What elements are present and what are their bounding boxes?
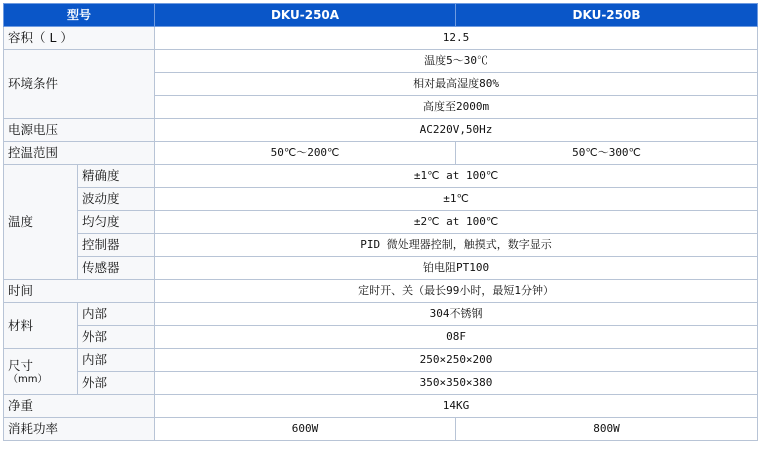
fluctuation-label: 波动度: [78, 188, 155, 211]
controller-value: PID 微处理器控制，触摸式，数字显示: [155, 234, 758, 257]
accuracy-value: ±1℃ at 100℃: [155, 165, 758, 188]
model-a-header: DKU-250A: [155, 4, 456, 27]
size-label: 尺寸: [8, 357, 34, 373]
sensor-value: 铂电阻PT100: [155, 257, 758, 280]
size-unit: （mm）: [8, 373, 48, 385]
size-outer-label: 外部: [78, 372, 155, 395]
environment-row: [4, 50, 758, 73]
power-row: [4, 119, 758, 142]
environment-humidity: 相对最高湿度80%: [155, 73, 758, 96]
material-label: 材料: [4, 303, 78, 349]
time-row: [4, 280, 758, 303]
temperature-row: [4, 188, 758, 211]
material-outer-label: 外部: [78, 326, 155, 349]
size-outer-value: 350×350×380: [155, 372, 758, 395]
capacity-label: 容积（ L ）: [4, 27, 155, 50]
sensor-label: 传感器: [78, 257, 155, 280]
temp-range-row: [4, 142, 758, 165]
model-header-label: 型号: [4, 4, 155, 27]
capacity-value: 12.5: [155, 27, 758, 50]
time-label: 时间: [4, 280, 155, 303]
weight-value: 14KG: [155, 395, 758, 418]
temperature-row: [4, 165, 758, 188]
temp-range-label: 控温范围: [4, 142, 155, 165]
environment-label: 环境条件: [4, 50, 155, 119]
material-inner-label: 内部: [78, 303, 155, 326]
capacity-row: [4, 27, 758, 50]
time-value: 定时开、关（最长99小时，最短1分钟）: [155, 280, 758, 303]
weight-row: [4, 395, 758, 418]
uniformity-value: ±2℃ at 100℃: [155, 211, 758, 234]
size-row: [4, 349, 758, 372]
size-inner-value: 250×250×200: [155, 349, 758, 372]
material-row: [4, 326, 758, 349]
power-label: 电源电压: [4, 119, 155, 142]
weight-label: 净重: [4, 395, 155, 418]
temperature-row: [4, 257, 758, 280]
size-row: [4, 372, 758, 395]
power-value: AC220V,50Hz: [155, 119, 758, 142]
material-inner-value: 304不锈钢: [155, 303, 758, 326]
consumption-row: [4, 418, 758, 441]
material-outer-value: 08F: [155, 326, 758, 349]
temperature-row: [4, 211, 758, 234]
fluctuation-value: ±1℃: [155, 188, 758, 211]
temp-range-b: 50℃～300℃: [456, 142, 758, 165]
accuracy-label: 精确度: [78, 165, 155, 188]
environment-altitude: 高度至2000m: [155, 96, 758, 119]
temp-range-a: 50℃～200℃: [155, 142, 456, 165]
environment-temperature: 温度5～30℃: [155, 50, 758, 73]
size-inner-label: 内部: [78, 349, 155, 372]
size-label-cell: [4, 349, 78, 395]
controller-label: 控制器: [78, 234, 155, 257]
uniformity-label: 均匀度: [78, 211, 155, 234]
temperature-row: [4, 234, 758, 257]
temperature-label: 温度: [4, 165, 78, 280]
model-b-header: DKU-250B: [456, 4, 758, 27]
material-row: [4, 303, 758, 326]
consumption-b: 800W: [456, 418, 758, 441]
consumption-a: 600W: [155, 418, 456, 441]
header-row: [4, 4, 758, 27]
spec-table: [3, 3, 758, 441]
consumption-label: 消耗功率: [4, 418, 155, 441]
